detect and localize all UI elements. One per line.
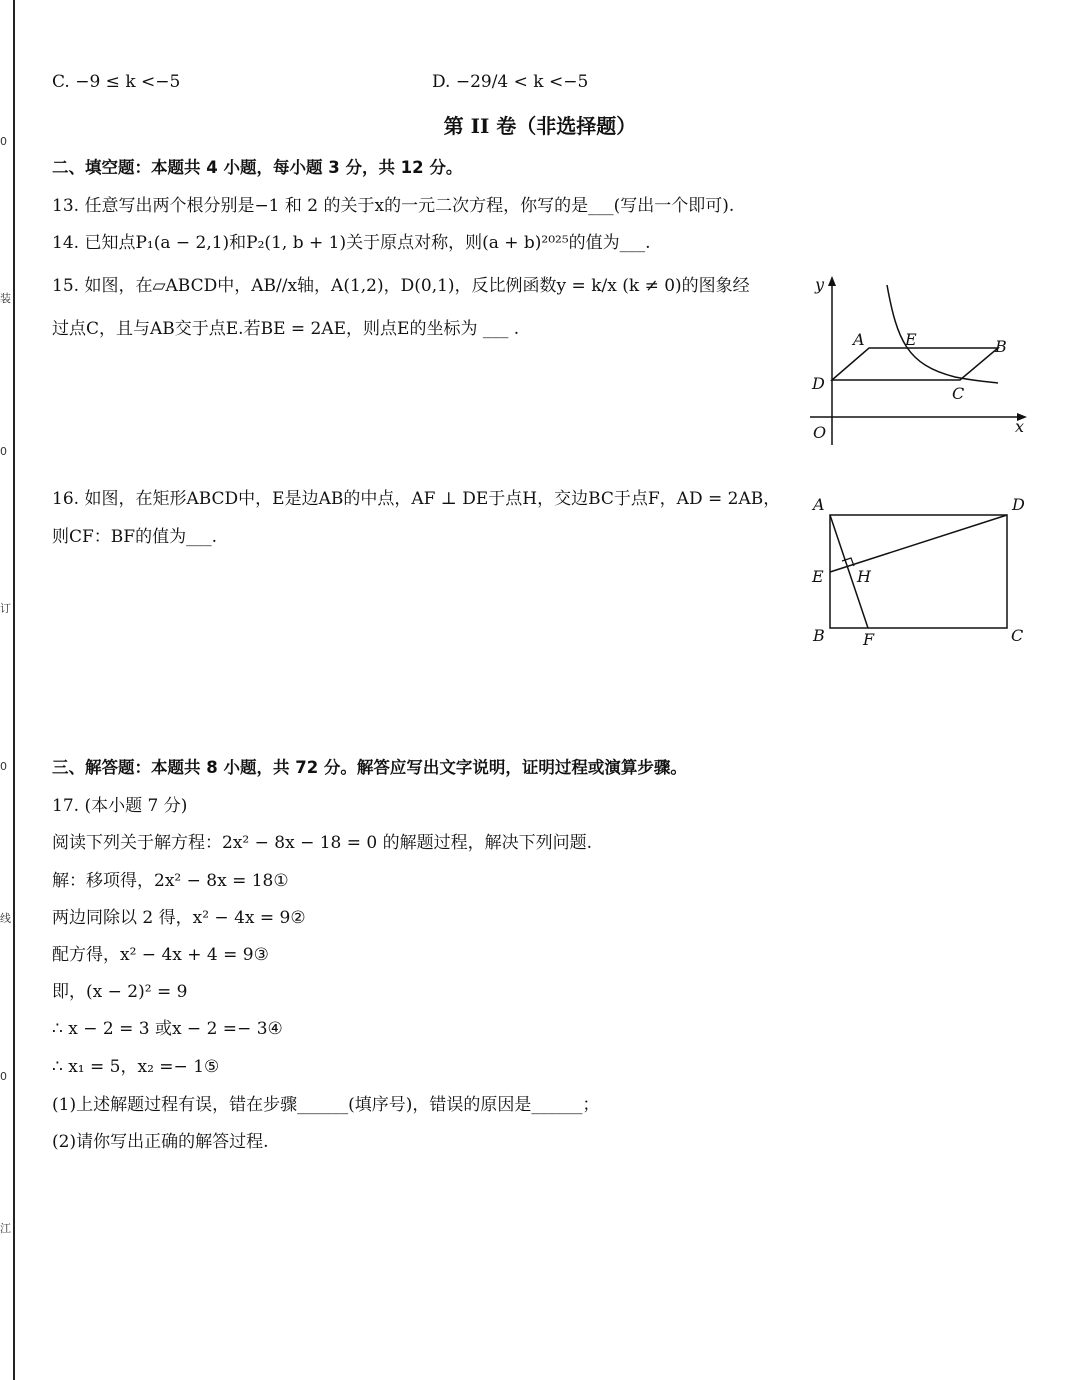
- margin-mark: 0: [0, 445, 7, 458]
- margin-mark: 0: [0, 1070, 7, 1083]
- label-f: F: [863, 630, 875, 649]
- label-c: C: [952, 384, 965, 403]
- label-e: E: [812, 567, 824, 586]
- margin-mark: 装: [0, 292, 11, 305]
- question-17-part2: (2)请你写出正确的解答过程.: [52, 1132, 269, 1152]
- label-o: O: [813, 423, 827, 442]
- label-a: A: [853, 330, 865, 349]
- question-16-line1: 16. 如图，在矩形ABCD中，E是边AB的中点，AF ⊥ DE于点H，交边BC于点F，AD = 2AB，: [52, 489, 781, 509]
- margin-mark: 0: [0, 135, 7, 148]
- margin-mark: 订: [0, 602, 11, 615]
- solution-step: 即，(x − 2)² = 9: [52, 982, 188, 1002]
- section3-header: 三、解答题：本题共 8 小题，共 72 分。解答应写出文字说明，证明过程或演算步骤。: [52, 758, 687, 777]
- hyperbola-curve: [887, 285, 998, 383]
- margin-mark: 0: [0, 760, 7, 773]
- question-17-part1: (1)上述解题过程有误，错在步骤______(填序号)，错误的原因是______；: [52, 1095, 600, 1115]
- binding-margin-line: [13, 0, 15, 1380]
- solution-step: 配方得，x² − 4x + 4 = 9③: [52, 945, 269, 965]
- question-15-line2: 过点C，且与AB交于点E.若BE = 2AE，则点E的坐标为 ___ .: [52, 319, 520, 339]
- label-d: D: [1012, 495, 1025, 514]
- segment-de: [830, 515, 1007, 572]
- label-d: D: [812, 374, 825, 393]
- option-d: D. −29/4 < k <−5: [432, 72, 589, 92]
- label-x: x: [1015, 417, 1025, 436]
- solution-step: ∴ x − 2 = 3 或x − 2 =− 3④: [52, 1019, 283, 1039]
- question-16-line2: 则CF：BF的值为___.: [52, 527, 217, 547]
- parallelogram-abcd: [832, 348, 998, 380]
- question-13: 13. 任意写出两个根分别是−1 和 2 的关于x的一元二次方程，你写的是___(写出一个即可).: [52, 196, 735, 216]
- label-e: E: [905, 330, 917, 349]
- solution-step: 解：移项得，2x² − 8x = 18①: [52, 871, 289, 891]
- figure-16: [805, 490, 1040, 655]
- solution-step: ∴ x₁ = 5，x₂ =− 1⑤: [52, 1057, 220, 1077]
- section2-header: 二、填空题：本题共 4 小题，每小题 3 分，共 12 分。: [52, 158, 463, 177]
- margin-mark: 线: [0, 912, 11, 925]
- margin-mark: 江: [0, 1222, 11, 1235]
- figure-15: [805, 270, 1040, 450]
- question-17-intro: 阅读下列关于解方程：2x² − 8x − 18 = 0 的解题过程，解决下列问题.: [52, 833, 593, 853]
- label-h: H: [857, 567, 871, 586]
- section-title: 第 II 卷（非选择题）: [443, 114, 637, 138]
- label-c: C: [1011, 626, 1024, 645]
- option-c: C. −9 ≤ k <−5: [52, 72, 181, 92]
- question-14: 14. 已知点P₁(a − 2,1)和P₂(1, b + 1)关于原点对称，则(a + b)²⁰²⁵的值为___.: [52, 233, 651, 253]
- label-a: A: [813, 495, 825, 514]
- label-b: B: [995, 337, 1007, 356]
- question-17-title: 17. (本小题 7 分): [52, 796, 188, 816]
- label-y: y: [815, 275, 825, 294]
- solution-step: 两边同除以 2 得，x² − 4x = 9②: [52, 908, 306, 928]
- question-15-line1: 15. 如图，在▱ABCD中，AB//x轴，A(1,2)，D(0,1)，反比例函数y = k/x (k ≠ 0)的图象经: [52, 276, 750, 296]
- y-axis-arrow: [828, 276, 836, 286]
- label-b: B: [813, 626, 825, 645]
